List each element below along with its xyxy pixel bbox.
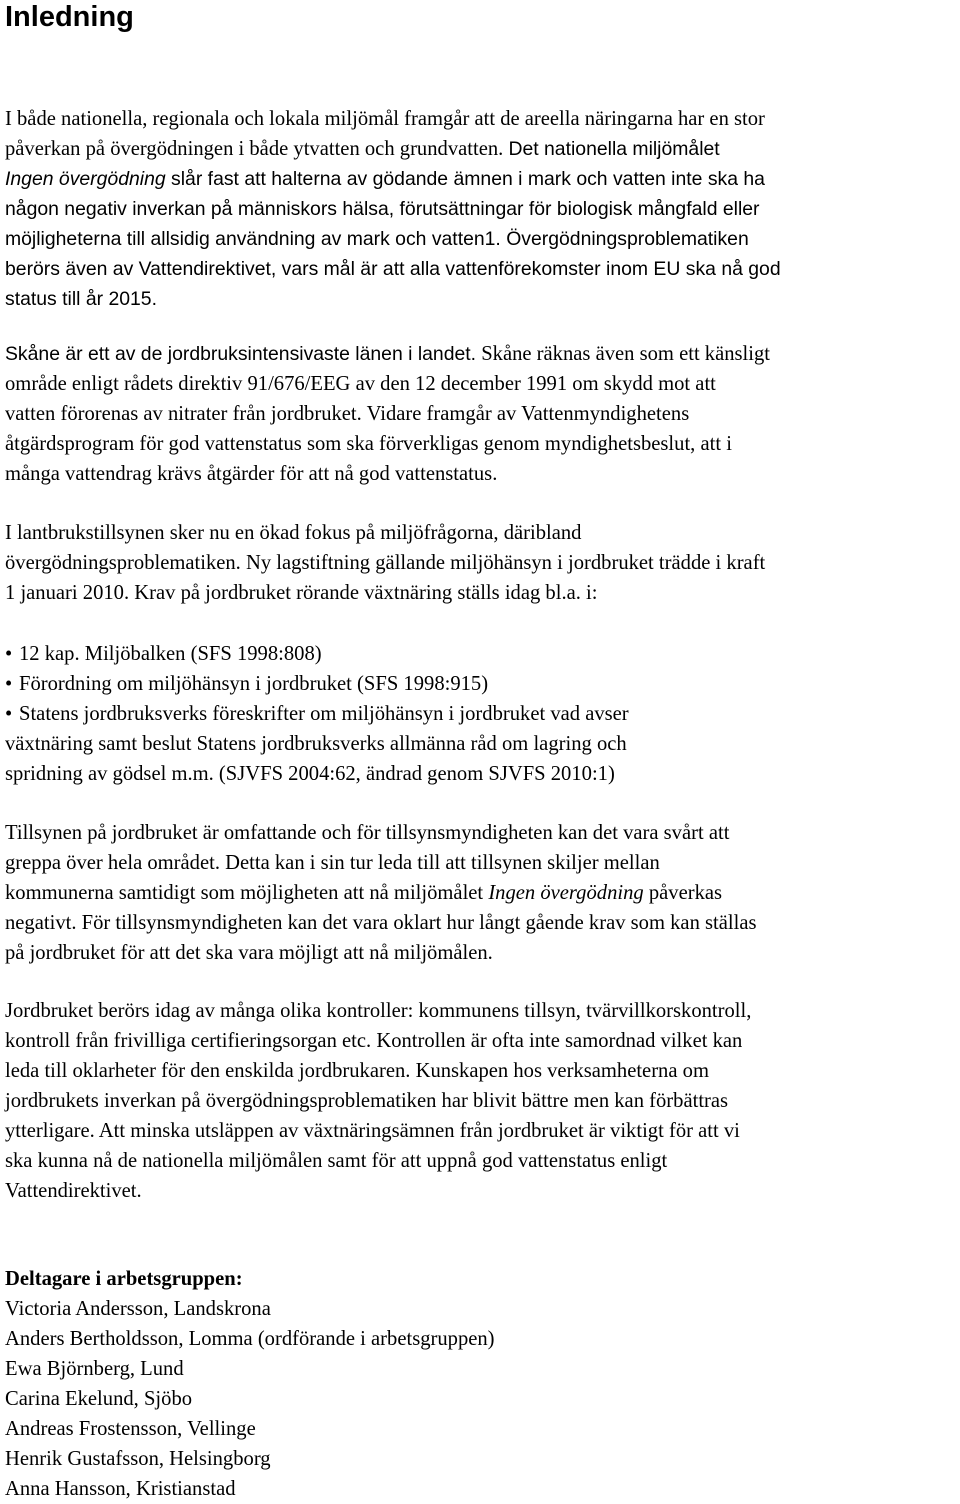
- list-item-continuation: växtnäring samt beslut Statens jordbruksverks allmänna råd om lagring och: [5, 733, 627, 755]
- bullet-icon: •: [5, 643, 13, 665]
- bullet-icon: •: [5, 673, 13, 695]
- kontroll-line-4: jordbrukets inverkan på övergödningsproblematiken har blivit bättre men kan förbättras: [5, 1090, 729, 1112]
- intro-line-5: möjligheterna till allsidig användning av mark och vatten1. Övergödningsproblematiken: [5, 228, 749, 250]
- tillsyn-line-1: Tillsynen på jordbruket är omfattande och för tillsynsmyndigheten kan det vara svårt att: [5, 822, 730, 844]
- kontroll-line-1: Jordbruket berörs idag av många olika kontroller: kommunens tillsyn, tvärvillkorskontroll,: [5, 1000, 752, 1022]
- skane-line-2: område enligt rådets direktiv 91/676/EEG av den 12 december 1991 om skydd mot att: [5, 373, 716, 395]
- lantbruk-line-2: övergödningsproblematiken. Ny lagstiftning gällande miljöhänsyn i jordbruket trädde i kraft: [5, 552, 766, 574]
- kontroll-paragraph: [5, 996, 957, 1206]
- intro-line-1: I både nationella, regionala och lokala miljömål framgår att de areella näringarna har en stor: [5, 108, 765, 130]
- kontroll-line-3: leda till oklarheter för den enskilda jordbrukaren. Kunskapen hos verksamheterna om: [5, 1060, 709, 1082]
- kontroll-line-2: kontroll från frivilliga certifieringsorgan etc. Kontrollen är ofta inte samordnad vilket kan: [5, 1030, 743, 1052]
- tillsyn-line-4: negativt. För tillsynsmyndigheten kan det vara oklart hur långt gående krav som kan ställas: [5, 912, 757, 934]
- list-item: • 12 kap. Miljöbalken (SFS 1998:808): [5, 639, 957, 669]
- kontroll-line-6: ska kunna nå de nationella miljömålen samt för att uppnå god vattenstatus enligt: [5, 1150, 668, 1172]
- participant-item: Andreas Frostensson, Vellinge: [5, 1418, 256, 1440]
- intro-line-7: status till år 2015.: [5, 288, 157, 310]
- participant-item: Ewa Björnberg, Lund: [5, 1358, 184, 1380]
- tillsyn-line-2: greppa över hela området. Detta kan i sin tur leda till att tillsynen skiljer mellan: [5, 852, 660, 874]
- intro-paragraph: [5, 104, 957, 314]
- list-item-continuation: spridning av gödsel m.m. (SJVFS 2004:62, ändrad genom SJVFS 2010:1): [5, 763, 615, 785]
- intro-line-2: påverkan på övergödningen i både ytvatten och grundvatten. Det nationella miljömålet: [5, 138, 720, 160]
- participant-item: Henrik Gustafsson, Helsingborg: [5, 1448, 271, 1470]
- tillsyn-line-5: på jordbruket för att det ska vara möjligt att nå miljömålen.: [5, 942, 493, 964]
- list-item: • Förordning om miljöhänsyn i jordbruket (SFS 1998:915): [5, 669, 957, 699]
- skane-line-1: Skåne är ett av de jordbruksintensivaste länen i landet. Skåne räknas även som ett känsligt: [5, 343, 771, 365]
- requirements-list: [5, 639, 957, 789]
- intro-line-3: Ingen övergödning slår fast att halterna av gödande ämnen i mark och vatten inte ska ha: [5, 168, 765, 190]
- participant-item: Carina Ekelund, Sjöbo: [5, 1388, 193, 1410]
- list-item: • Statens jordbruksverks föreskrifter om miljöhänsyn i jordbruket vad avser: [5, 699, 957, 729]
- participant-item: Victoria Andersson, Landskrona: [5, 1298, 271, 1320]
- skane-line-3: vatten förorenas av nitrater från jordbruket. Vidare framgår av Vattenmyndighetens: [5, 403, 690, 425]
- page-title: Inledning: [5, 1, 134, 33]
- participant-item: Anders Bertholdsson, Lomma (ordförande i arbetsgruppen): [5, 1328, 495, 1350]
- intro-line-6: berörs även av Vattendirektivet, vars mål är att alla vattenförekomster inom EU ska nå god: [5, 258, 781, 280]
- kontroll-line-5: ytterligare. Att minska utsläppen av växtnäringsämnen från jordbruket är viktigt för att vi: [5, 1120, 740, 1142]
- lantbruk-paragraph: [5, 518, 957, 608]
- bullet-icon: •: [5, 703, 13, 725]
- tillsyn-line-3: kommunerna samtidigt som möjligheten att nå miljömålet Ingen övergödning påverkas: [5, 882, 723, 904]
- lantbruk-line-1: I lantbrukstillsynen sker nu en ökad fokus på miljöfrågorna, däribland: [5, 522, 582, 544]
- kontroll-line-7: Vattendirektivet.: [5, 1180, 142, 1202]
- participant-item: Anna Hansson, Kristianstad: [5, 1478, 236, 1500]
- skane-line-4: åtgärdsprogram för god vattenstatus som ska förverkligas genom myndighetsbeslut, att i: [5, 433, 732, 455]
- skane-paragraph: [5, 339, 957, 489]
- skane-line-5: många vattendrag krävs åtgärder för att nå god vattenstatus.: [5, 463, 498, 485]
- participants-heading: Deltagare i arbetsgruppen:: [5, 1268, 243, 1290]
- participants-section: [5, 1264, 957, 1504]
- lantbruk-line-3: 1 januari 2010. Krav på jordbruket rörande växtnäring ställs idag bl.a. i:: [5, 582, 598, 604]
- intro-line-4: någon negativ inverkan på människors hälsa, förutsättningar för biologisk mångfald eller: [5, 198, 760, 220]
- tillsyn-paragraph: [5, 818, 957, 968]
